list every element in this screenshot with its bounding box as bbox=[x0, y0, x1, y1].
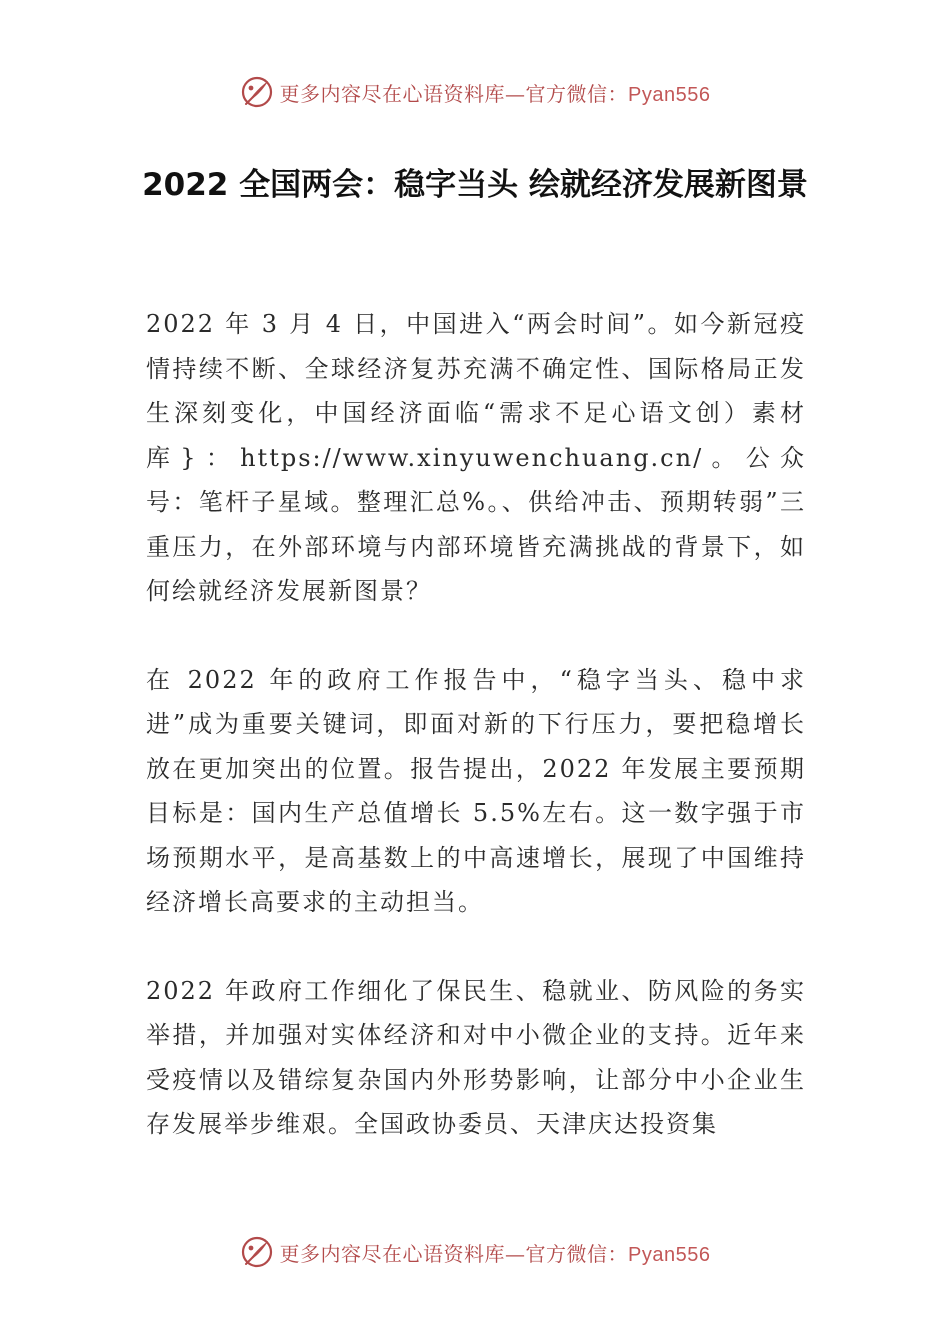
header-banner-label: 更多内容尽在心语资料库—官方微信： bbox=[279, 81, 629, 106]
header-banner bbox=[0, 72, 950, 112]
header-wechat-id: Pyan556 bbox=[628, 83, 711, 106]
feather-pen-logo-icon bbox=[240, 75, 274, 109]
page-title: 2022 全国两会：稳字当头 绘就经济发展新图景 bbox=[142, 167, 808, 203]
footer-banner-text bbox=[280, 1238, 711, 1267]
header-banner-text bbox=[280, 78, 711, 107]
footer-banner-label: 更多内容尽在心语资料库—官方微信： bbox=[279, 1241, 629, 1266]
article-body bbox=[146, 302, 806, 1191]
footer-banner bbox=[0, 1232, 950, 1272]
paragraph-3: 2022 年政府工作细化了保民生、稳就业、防风险的务实举措，并加强对实体经济和对中小微企业的支持。近年来受疫情以及错综复杂国内外形势影响，让部分中小企业生存发展举步维艰。全国政协委员、天津庆达投资集 bbox=[146, 976, 806, 1138]
paragraph-1: 2022 年 3 月 4 日，中国进入“两会时间”。如今新冠疫情持续不断、全球经济复苏充满不确定性、国际格局正发生深刻变化，中国经济面临“需求不足心语文创）素材库}：https://www.xinyuwenchuang.cn/。公众号：笔杆子星域。整理汇总%。、供给冲击、预期转弱”三重压力，在外部环境与内部环境皆充满挑战的背景下，如何绘就经济发展新图景？ bbox=[146, 310, 806, 605]
paragraph-2: 在 2022 年的政府工作报告中，“稳字当头、稳中求进”成为重要关键词，即面对新的下行压力，要把稳增长放在更加突出的位置。报告提出，2022 年发展主要预期目标是：国内生产总值增长 5.5%左右。这一数字强于市场预期水平，是高基数上的中高速增长，展现了中国维持经济增长高要求的主动担当。 bbox=[146, 665, 806, 916]
feather-pen-logo-icon bbox=[240, 1235, 274, 1269]
footer-wechat-id: Pyan556 bbox=[628, 1243, 711, 1266]
